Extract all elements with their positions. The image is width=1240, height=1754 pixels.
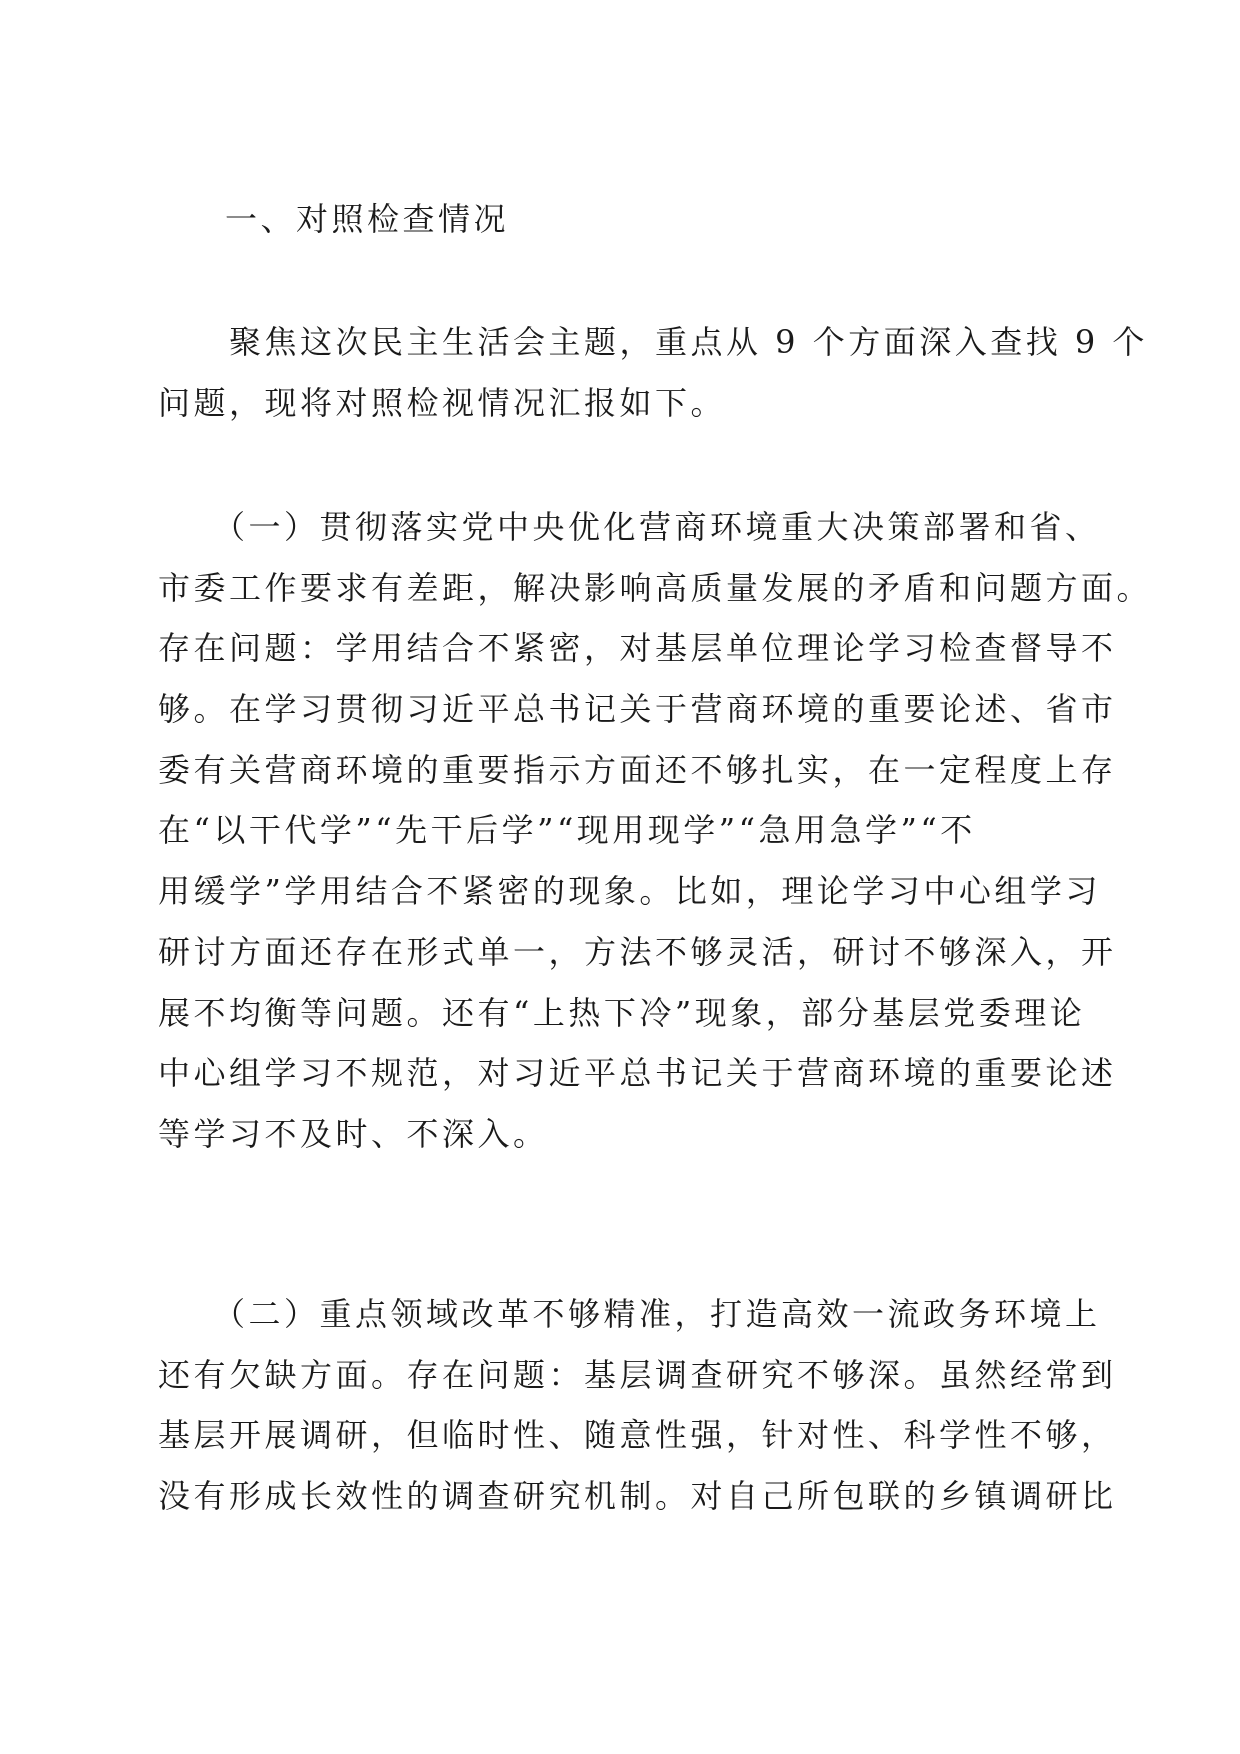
paragraph-line: 中心组学习不规范，对习近平总书记关于营商环境的重要论述 — [158, 1054, 1117, 1093]
paragraph-line: 研讨方面还存在形式单一，方法不够灵活，研讨不够深入，开 — [158, 932, 1117, 971]
intro-paragraph — [158, 312, 1148, 433]
paragraph-line: 委有关营商环境的重要指示方面还不够扎实，在一定程度上存 — [158, 750, 1117, 789]
paragraph-line: 基层开展调研，但临时性、随意性强，针对性、科学性不够， — [158, 1416, 1117, 1455]
paragraph-line: （二）重点领域改革不够精准，打造高效一流政务环境上 — [158, 1295, 1101, 1333]
paragraph-line: 在“以干代学”“先干后学”“现用现学”“急用急学”“不 — [158, 811, 976, 850]
paragraph-line: 还有欠缺方面。存在问题：基层调查研究不够深。虽然经常到 — [158, 1355, 1117, 1394]
paragraph-line: 用缓学”学用结合不紧密的现象。比如，理论学习中心组学习 — [158, 872, 1101, 911]
section-heading-text: 一、对照检查情况 — [225, 200, 510, 238]
paragraph-line: 等学习不及时、不深入。 — [158, 1114, 549, 1153]
paragraph-line: 够。在学习贯彻习近平总书记关于营商环境的重要论述、省市 — [158, 690, 1117, 729]
paragraph-line: 展不均衡等问题。还有“上热下冷”现象，部分基层党委理论 — [158, 993, 1086, 1032]
paragraph-line: 市委工作要求有差距，解决影响高质量发展的矛盾和问题方面。 — [158, 568, 1153, 607]
item-two-paragraph — [158, 1284, 1117, 1527]
paragraph-line: 问题，现将对照检视情况汇报如下。 — [158, 383, 727, 422]
paragraph-line: 没有形成长效性的调查研究机制。对自己所包联的乡镇调研比 — [158, 1477, 1117, 1516]
paragraph-line: 存在问题：学用结合不紧密，对基层单位理论学习检查督导不 — [158, 629, 1117, 668]
paragraph-line: 聚焦这次民主生活会主题，重点从 9 个方面深入查找 9 个 — [158, 323, 1148, 361]
item-one-paragraph — [158, 497, 1153, 1165]
section-heading — [225, 189, 1150, 250]
paragraph-line: （一）贯彻落实党中央优化营商环境重大决策部署和省、 — [158, 508, 1101, 546]
